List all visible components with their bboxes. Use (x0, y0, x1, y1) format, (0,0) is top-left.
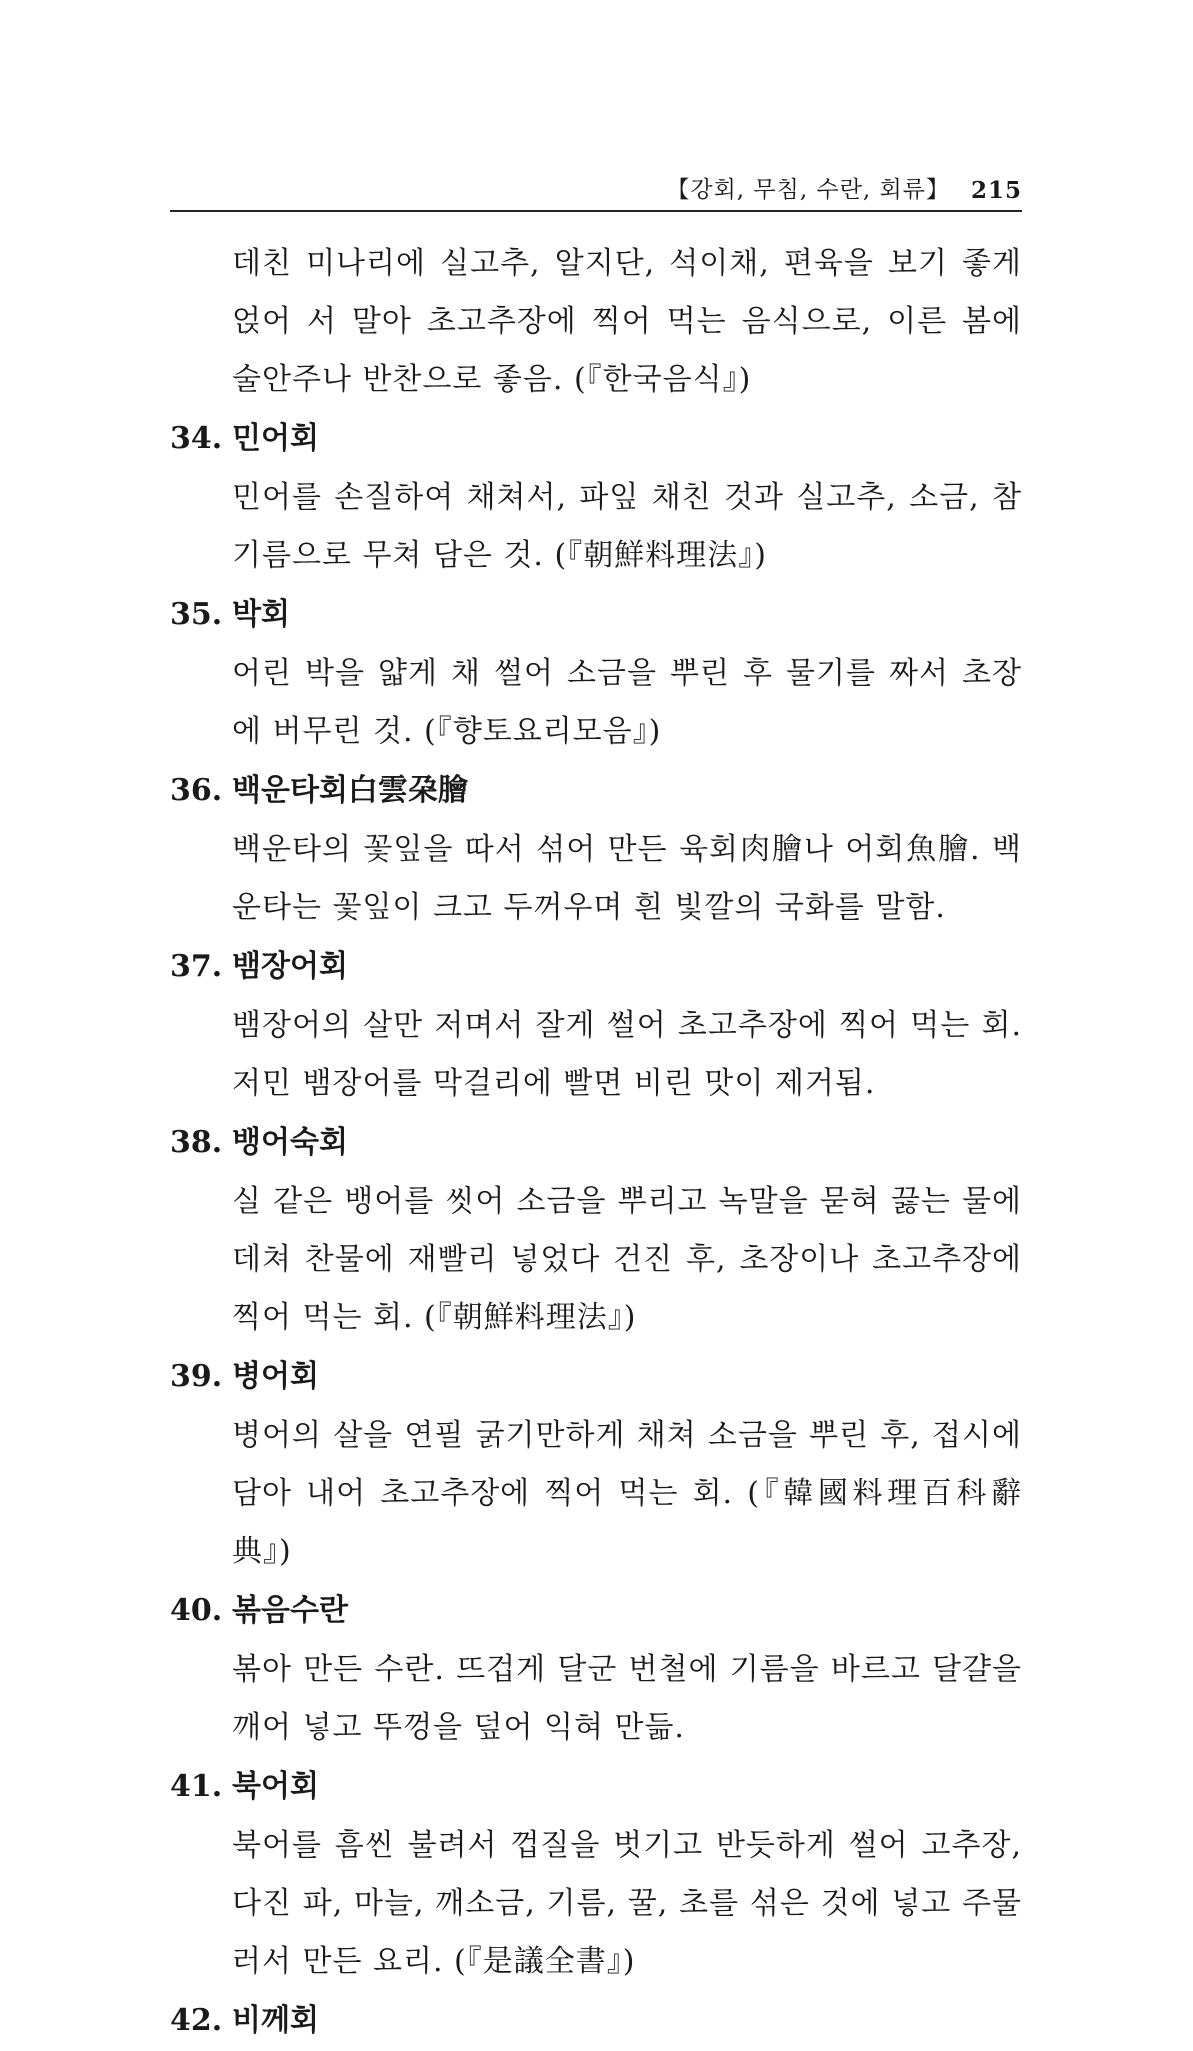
entry (170, 1991, 1022, 2051)
entry-title: 비께회 (232, 2003, 319, 2038)
entry-definition: 민어를 손질하여 채쳐서, 파잎 채친 것과 실고추, 소금, 참기름으로 무쳐 담은 것. (『朝鮮料理法』) (232, 480, 1022, 573)
page-header (170, 170, 1022, 212)
entry-heading (170, 937, 1022, 997)
entry-definition: 백운타의 꽃잎을 따서 섞어 만든 육회肉膾나 어회魚膾. 백운타는 꽃잎이 크고 두꺼우며 흰 빛깔의 국화를 말함. (232, 832, 1022, 925)
entry (170, 585, 1022, 761)
entry-number: 41. (170, 1769, 223, 1804)
entry-title: 뱅어숙회 (232, 1125, 348, 1160)
entry-number: 36. (170, 773, 223, 808)
entry-number: 37. (170, 949, 223, 984)
entry-number: 40. (170, 1593, 223, 1628)
entry-title: 민어회 (232, 421, 319, 456)
entry (170, 1581, 1022, 1757)
entry-title: 북어회 (232, 1769, 319, 1804)
entry-heading (170, 1113, 1022, 1173)
entry-heading (170, 1757, 1022, 1817)
entry-number: 38. (170, 1125, 223, 1160)
entry-definition: 북어를 흠씬 불려서 껍질을 벗기고 반듯하게 썰어 고추장, 다진 파, 마늘, 깨소금, 기름, 꿀, 초를 섞은 것에 넣고 주물러서 만든 요리. (『是議全書』) (232, 1828, 1022, 1979)
entry-definition: 볶아 만든 수란. 뜨겁게 달군 번철에 기름을 바르고 달걀을 깨어 넣고 뚜껑을 덮어 익혀 만듦. (232, 1652, 1022, 1745)
entry-heading (170, 761, 1022, 821)
page-number: 215 (970, 177, 1022, 204)
entry-heading (170, 1347, 1022, 1407)
entry (170, 1113, 1022, 1347)
entry-definition: 어린 박을 얇게 채 썰어 소금을 뿌린 후 물기를 짜서 초장에 버무린 것. (『향토요리모음』) (232, 656, 1022, 749)
entry-definition: 병어의 살을 연필 굵기만하게 채쳐 소금을 뿌린 후, 접시에 담아 내어 초고추장에 찍어 먹는 회. (『韓國料理百科辭典』) (232, 1418, 1022, 1569)
entry (170, 409, 1022, 585)
entry (170, 937, 1022, 1113)
entry-definition: 뱀장어의 살만 저며서 잘게 썰어 초고추장에 찍어 먹는 회. 저민 뱀장어를 막걸리에 빨면 비린 맛이 제거됨. (232, 1008, 1022, 1101)
page-content (170, 235, 1022, 2051)
entry-title: 병어회 (232, 1359, 319, 1394)
entry (170, 761, 1022, 937)
entry-number: 35. (170, 597, 223, 632)
entry-list (170, 409, 1022, 2051)
entry-title: 볶음수란 (232, 1593, 348, 1628)
entry-heading (170, 585, 1022, 645)
entry-number: 42. (170, 2003, 223, 2038)
entry-heading (170, 409, 1022, 469)
entry (170, 1757, 1022, 1991)
running-header: 【강회, 무침, 수란, 회류】 (666, 177, 950, 203)
entry-heading (170, 1991, 1022, 2051)
entry-title: 박회 (232, 597, 290, 632)
entry (170, 1347, 1022, 1581)
continued-paragraph: 데친 미나리에 실고추, 알지단, 석이채, 편육을 보기 좋게 얹어 서 말아 초고추장에 찍어 먹는 음식으로, 이른 봄에 술안주나 반찬으로 좋음. (『한국음식』) (232, 246, 1022, 397)
entry-number: 39. (170, 1359, 223, 1394)
entry-heading (170, 1581, 1022, 1641)
entry-number: 34. (170, 421, 223, 456)
entry-definition: 실 같은 뱅어를 씻어 소금을 뿌리고 녹말을 묻혀 끓는 물에 데쳐 찬물에 재빨리 넣었다 건진 후, 초장이나 초고추장에 찍어 먹는 회. (『朝鮮料理法』) (232, 1184, 1022, 1335)
entry-title: 뱀장어회 (232, 949, 348, 984)
entry-title: 백운타회白雲朶膾 (232, 773, 468, 808)
